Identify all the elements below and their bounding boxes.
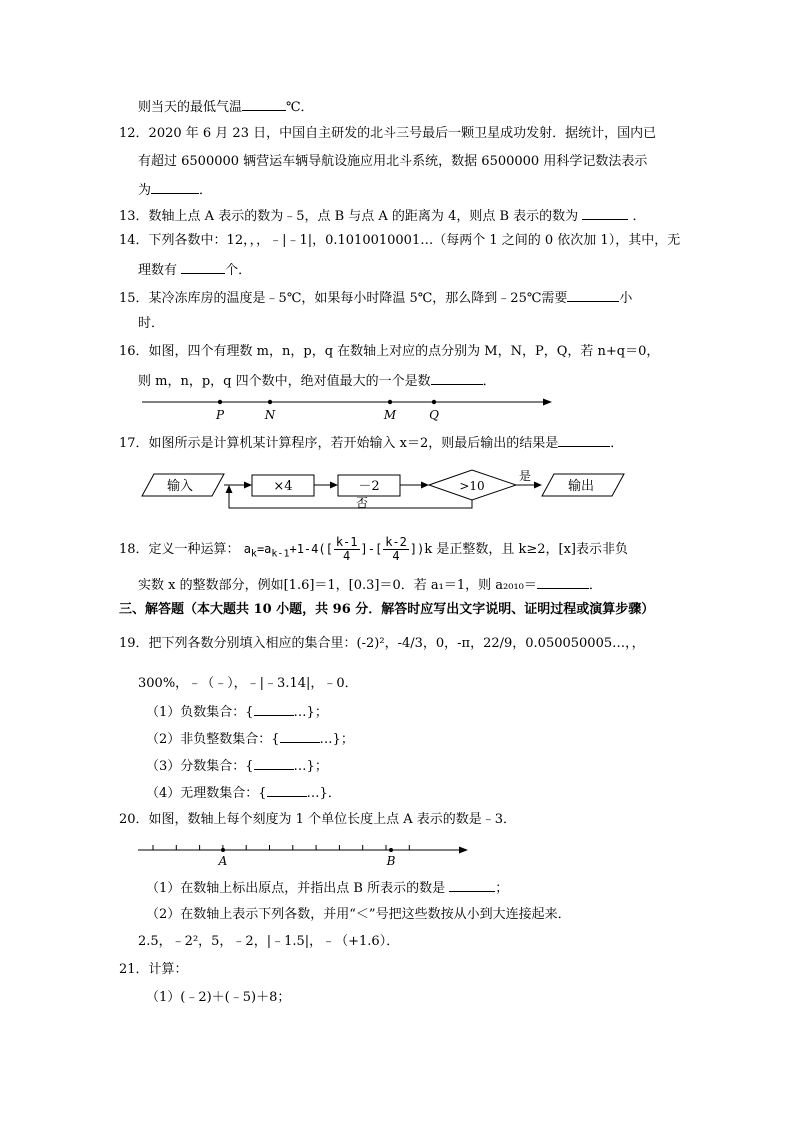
q17-answer-blank[interactable] bbox=[558, 434, 610, 447]
q16-label-m: M bbox=[383, 408, 397, 422]
q20-arrow bbox=[459, 847, 468, 854]
q17-line: 17．如图所示是计算机某计算程序，若开始输入 x＝2，则最后输出的结果是 ． bbox=[119, 436, 624, 451]
q19-line1: 19．把下列各数分别填入相应的集合里：(-2)²，-4/3，0，-π，22/9，0.050050005…，， bbox=[119, 636, 645, 651]
q16-line1: 16．如图，四个有理数 m，n，p，q 在数轴上对应的点分别为 M，N，P，Q，若 n+q＝0， bbox=[119, 344, 660, 359]
q18-line1: 18．定义一种运算： $a_k=a_{k-1}+1-4$([ $\frac{k-1}{4}$ ]-[ $\frac{k-2}{4}$ ])k 是正整数，且 k≥2，[x]表示非负 bbox=[119, 535, 629, 563]
q14-line1: 14．下列各数中：12，，，﹣|﹣1|，0.1010010001…（每两个 1 之间的 0 依次加 1），其中，无 bbox=[119, 233, 681, 248]
q15-line2: 时． bbox=[138, 316, 165, 331]
q15-answer-blank[interactable] bbox=[567, 289, 619, 302]
q20-nums: 2.5，﹣2²，5，﹣2，|﹣1.5|，﹣（+1.6）． bbox=[138, 934, 400, 949]
q18-frac1: $\frac{k-1}{4}$ bbox=[335, 535, 358, 563]
q19-number-list: (-2)²，-4/3，0，-π，22/9，0.050050005…，， bbox=[356, 636, 645, 651]
q16-arrow bbox=[543, 399, 552, 406]
q13-line: 13．数轴上点 A 表示的数为﹣5，点 B 与点 A 的距离为 4，则点 B 表示的数为 ． bbox=[119, 209, 646, 224]
flow-loop-back bbox=[229, 491, 472, 508]
q19-set2-blank[interactable] bbox=[280, 730, 320, 743]
q16-number-line bbox=[140, 392, 560, 426]
q18-formula: $a_k=a_{k-1}+1-4$([ $\frac{k-1}{4}$ ]-[ $\frac{k-2}{4}$ ]) bbox=[243, 535, 425, 563]
q16-line2: 则 m，n，p，q 四个数中，绝对值最大的一个是数 ． bbox=[138, 374, 496, 389]
q19-set1-blank[interactable] bbox=[254, 703, 294, 716]
q16-point-m bbox=[388, 400, 392, 404]
q19-set3-blank[interactable] bbox=[254, 757, 294, 770]
q19-set2: （2）非负整数集合：{ …}； bbox=[146, 732, 354, 747]
svg-text:输入: 输入 bbox=[166, 479, 194, 494]
q16-label-q: Q bbox=[429, 408, 439, 422]
q20-line1: 20．如图，数轴上每个刻度为 1 个单位长度上点 A 表示的数是﹣3． bbox=[119, 812, 517, 827]
q16-answer-blank[interactable] bbox=[431, 372, 483, 385]
q16-point-q bbox=[432, 400, 436, 404]
q16-point-n bbox=[268, 400, 272, 404]
q21-sub1: （1）(﹣2)＋(﹣5)＋8； bbox=[146, 990, 291, 1005]
q17-flowchart bbox=[140, 464, 640, 512]
q11-text: 则当天的最低气温 bbox=[138, 100, 243, 115]
q20-answer-blank[interactable] bbox=[449, 879, 495, 892]
q15-line1: 15．某冷冻库房的温度是﹣5℃，如果每小时降温 5℃，那么降到﹣25℃需要 小 bbox=[119, 291, 633, 306]
q20-sub1: （1）在数轴上标出原点，并指出点 B 所表示的数是 ； bbox=[146, 881, 509, 896]
q12-line3: 为 ． bbox=[138, 183, 213, 198]
q20-point-a bbox=[221, 848, 225, 852]
q13-answer-blank[interactable] bbox=[582, 207, 628, 220]
q12-line1: 12．2020 年 6 月 23 日，中国自主研发的北斗三号最后一颗卫星成功发射．据统计，国内已 bbox=[119, 126, 657, 141]
q19-line2: 300%，﹣（﹣），﹣|﹣3.14|，﹣0． bbox=[138, 676, 358, 691]
svg-text:－2: －2 bbox=[358, 479, 380, 494]
svg-text:输出: 输出 bbox=[567, 479, 595, 494]
q20-label-a: A bbox=[218, 854, 228, 868]
flow-yes-label: 是 bbox=[519, 469, 532, 483]
q14-line2: 理数有 个． bbox=[138, 263, 252, 278]
q18-line2: 实数 x 的整数部分，例如[1.6]＝1，[0.3]＝0．若 a₁＝1，则 a₂₀₁₀＝ ． bbox=[138, 578, 602, 593]
q19-set1: （1）负数集合：{ …}； bbox=[146, 705, 328, 720]
q19-set4-blank[interactable] bbox=[267, 784, 307, 797]
q18-answer-blank[interactable] bbox=[537, 576, 589, 589]
q12-answer-blank[interactable] bbox=[151, 181, 199, 194]
q11-line: 则当天的最低气温 ℃． bbox=[138, 100, 314, 115]
q20-number-line bbox=[136, 840, 476, 870]
section3-heading: 三、解答题（本大题共 10 小题，共 96 分．解答时应写出文字说明、证明过程或演算步骤） bbox=[119, 602, 655, 617]
svg-text:×4: ×4 bbox=[273, 479, 293, 494]
q16-label-n: N bbox=[264, 408, 276, 422]
q20-ticks bbox=[153, 845, 409, 850]
q12-line2: 有超过 6500000 辆营运车辆导航设施应用北斗系统，数据 6500000 用科学记数法表示 bbox=[138, 154, 648, 169]
q20-label-b: B bbox=[386, 854, 396, 868]
q19-set3: （3）分数集合：{ …}； bbox=[146, 759, 328, 774]
q19-set4: （4）无理数集合：{ …}． bbox=[146, 786, 341, 801]
q18-frac2: $\frac{k-2}{4}$ bbox=[385, 535, 407, 563]
q16-label-p: P bbox=[215, 408, 225, 422]
flow-no-label: 否 bbox=[355, 496, 369, 510]
q11-answer-blank[interactable] bbox=[242, 98, 286, 111]
q16-point-p bbox=[218, 400, 222, 404]
q20-point-b bbox=[389, 848, 393, 852]
svg-text:>10: >10 bbox=[459, 479, 485, 493]
q20-sub2: （2）在数轴上表示下列各数，并用“＜”号把这些数按从小到大连接起来． bbox=[146, 907, 571, 922]
q21-line1: 21．计算： bbox=[119, 962, 188, 977]
q14-answer-blank[interactable] bbox=[181, 261, 225, 274]
